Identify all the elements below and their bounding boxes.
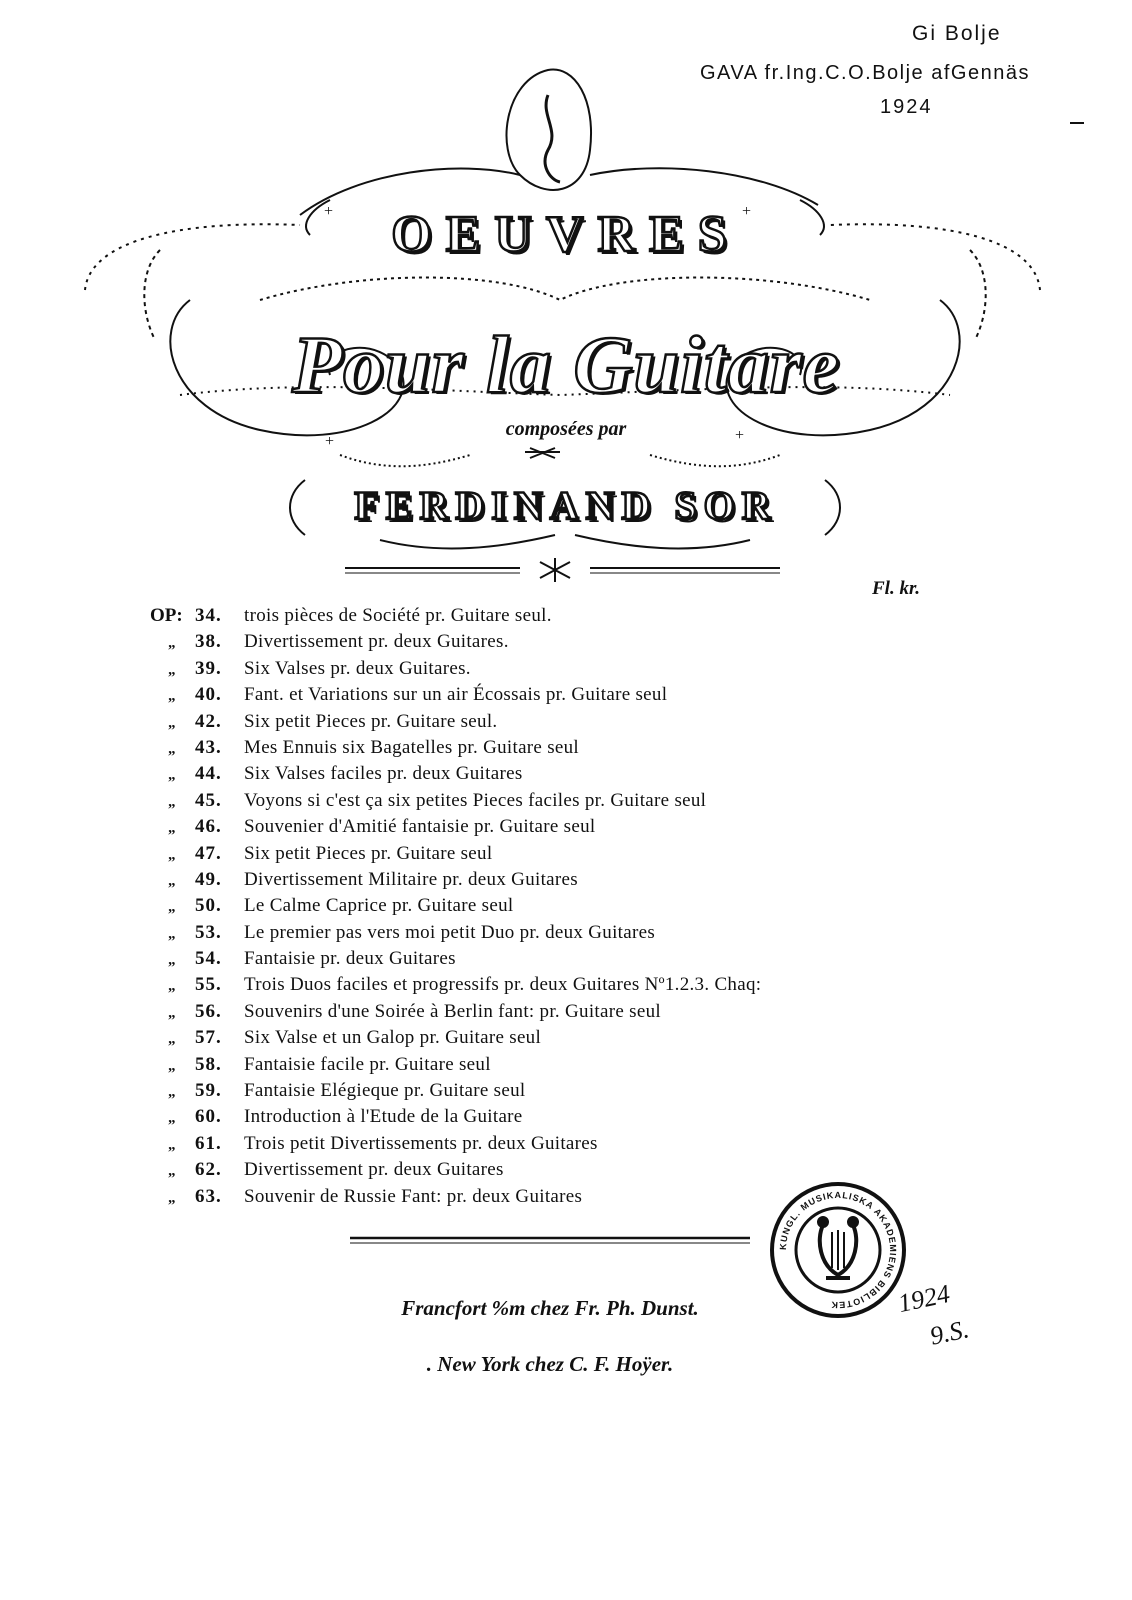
opus-number: 40. (195, 684, 222, 706)
work-row (150, 816, 950, 842)
collection-note-line2: GAVA fr.Ing.C.O.Bolje afGennäs (700, 62, 1030, 84)
work-row (150, 1054, 950, 1080)
ditto-mark: „ (168, 661, 176, 678)
price-column-header: Fl. kr. (872, 578, 921, 599)
work-row (150, 1027, 950, 1053)
lyre-icon (819, 1218, 857, 1278)
work-row (150, 895, 950, 921)
svg-text:+: + (325, 433, 335, 450)
work-title: Fantaisie facile pr. Guitare seul (244, 1053, 491, 1075)
ditto-mark: „ (168, 793, 176, 810)
ditto-mark: „ (168, 1110, 176, 1127)
work-row (150, 1133, 950, 1159)
work-row (150, 763, 950, 789)
work-title: Six Valses faciles pr. deux Guitares (244, 763, 523, 785)
work-title: Divertissement Militaire pr. deux Guitares (244, 868, 578, 890)
title-oeuvres: OEUVRES (391, 206, 741, 263)
opus-number: 57. (195, 1027, 222, 1049)
publisher-new-york: . New York chez C. F. Hoÿer. (426, 1352, 674, 1376)
opus-number: 54. (195, 948, 222, 970)
ditto-mark: „ (168, 872, 176, 889)
ditto-mark: „ (168, 1189, 176, 1206)
ditto-mark: „ (168, 1163, 176, 1180)
opus-number: 34. (195, 605, 222, 626)
work-title: Six petit Pieces pr. Guitare seul. (244, 710, 498, 732)
work-title: Divertissement pr. deux Guitares. (244, 631, 509, 653)
stamp-text: KUNGL. MUSIKALISKA AKADEMIENS BIBLIOTEK (777, 1189, 899, 1311)
ditto-mark: „ (168, 846, 176, 863)
opus-prefix: OP: (150, 605, 183, 626)
ditto-mark: „ (168, 978, 176, 995)
work-row (150, 684, 950, 710)
ditto-mark: „ (168, 820, 176, 837)
work-title: Six Valses pr. deux Guitares. (244, 657, 471, 679)
opus-number: 46. (195, 816, 222, 838)
work-row (150, 1001, 950, 1027)
work-title: Six petit Pieces pr. Guitare seul (244, 842, 493, 864)
work-title: Souvenier d'Amitié fantaisie pr. Guitare seul (244, 816, 596, 838)
closing-rule (340, 1230, 760, 1250)
handwritten-shelfmark: 9.S. (927, 1314, 972, 1351)
work-row (150, 843, 950, 869)
work-title: trois pièces de Société pr. Guitare seul. (244, 605, 552, 626)
work-title: Souvenir de Russie Fant: pr. deux Guitares (244, 1185, 583, 1207)
opus-number: 53. (195, 921, 222, 943)
svg-text:+: + (742, 203, 752, 220)
work-row (150, 658, 950, 684)
work-title: Souvenirs d'une Soirée à Berlin fant: pr. Guitare seul (244, 1000, 661, 1022)
publisher-frankfurt: Francfort %m chez Fr. Ph. Dunst. (401, 1296, 699, 1320)
ditto-mark: „ (168, 1004, 176, 1021)
work-title: Le Calme Caprice pr. Guitare seul (244, 895, 514, 917)
work-title: Trois Duos faciles et progressifs pr. deux Guitares Nº1.2.3. Chaq: (244, 974, 762, 996)
work-row (150, 605, 950, 631)
opus-number: 62. (195, 1159, 222, 1181)
ditto-mark: „ (168, 1136, 176, 1153)
work-title: Mes Ennuis six Bagatelles pr. Guitare seul (244, 736, 580, 758)
ditto-mark: „ (168, 1031, 176, 1048)
ditto-mark: „ (168, 925, 176, 942)
ditto-mark: „ (168, 952, 176, 969)
composed-by: composées par (505, 418, 627, 440)
opus-number: 60. (195, 1106, 222, 1128)
ditto-mark: „ (168, 767, 176, 784)
work-title: Fantaisie Elégieque pr. Guitare seul (244, 1080, 526, 1102)
works-list (150, 605, 950, 1212)
work-row (150, 869, 950, 895)
svg-text:+: + (324, 203, 334, 220)
ditto-mark: „ (168, 1084, 176, 1101)
work-row (150, 974, 950, 1000)
opus-number: 49. (195, 868, 222, 890)
opus-number: 59. (195, 1080, 222, 1102)
ditto-mark: „ (168, 714, 176, 731)
work-title: Fantaisie pr. deux Guitares (244, 948, 456, 970)
work-row (150, 948, 950, 974)
work-title: Introduction à l'Etude de la Guitare (244, 1106, 523, 1128)
opus-number: 44. (195, 763, 222, 785)
svg-text:+: + (735, 427, 745, 444)
opus-number: 61. (195, 1132, 222, 1154)
work-row (150, 1106, 950, 1132)
opus-number: 42. (195, 710, 222, 732)
opus-number: 63. (195, 1185, 222, 1207)
handwritten-year: 1924 (895, 1278, 953, 1319)
work-row (150, 711, 950, 737)
opus-number: 45. (195, 789, 222, 811)
work-row (150, 737, 950, 763)
opus-number: 50. (195, 895, 222, 917)
work-title: Trois petit Divertissements pr. deux Guitares (244, 1132, 598, 1154)
work-title: Voyons si c'est ça six petites Pieces faciles pr. Guitare seul (244, 789, 707, 811)
collection-note-line1: Gi Bolje (912, 22, 1002, 45)
opus-number: 39. (195, 657, 222, 679)
ditto-mark: „ (168, 899, 176, 916)
work-row (150, 790, 950, 816)
title-pour-la-guitare: Pour la Guitare (291, 319, 841, 410)
opus-number: 38. (195, 631, 222, 653)
opus-number: 43. (195, 736, 222, 758)
opus-number: 58. (195, 1053, 222, 1075)
work-title: Le premier pas vers moi petit Duo pr. deux Guitares (244, 921, 656, 943)
work-title: Six Valse et un Galop pr. Guitare seul (244, 1027, 542, 1049)
ditto-mark: „ (168, 635, 176, 652)
composer-name: FERDINAND SOR (354, 483, 778, 528)
work-row (150, 631, 950, 657)
ditto-mark: „ (168, 740, 176, 757)
work-row (150, 1080, 950, 1106)
ditto-mark: „ (168, 688, 176, 705)
ditto-mark: „ (168, 1057, 176, 1074)
work-title: Divertissement pr. deux Guitares (244, 1159, 504, 1181)
opus-number: 47. (195, 842, 222, 864)
collection-note-year: 1924 (880, 96, 933, 118)
work-row (150, 922, 950, 948)
opus-number: 55. (195, 974, 222, 996)
opus-number: 56. (195, 1000, 222, 1022)
work-title: Fant. et Variations sur un air Écossais pr. Guitare seul (244, 684, 668, 706)
